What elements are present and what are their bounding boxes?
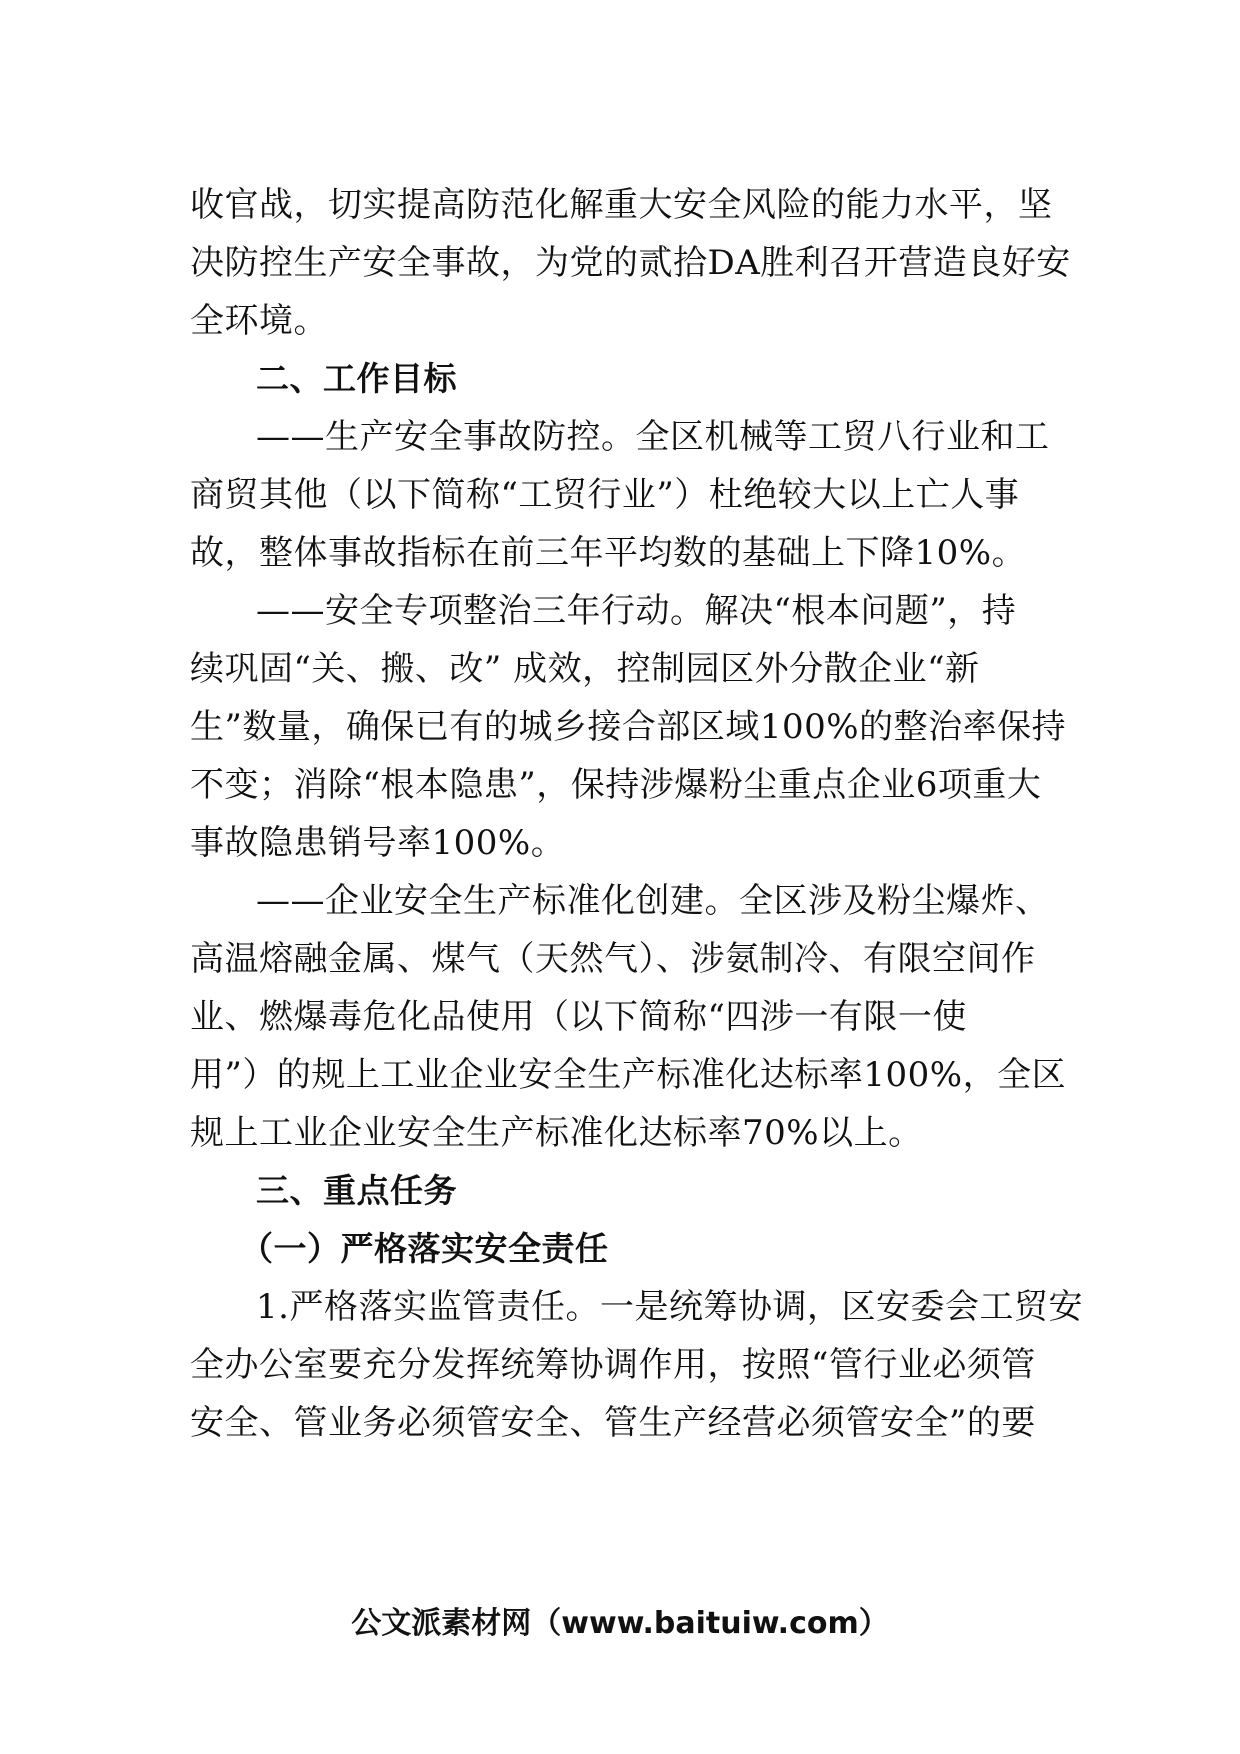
body-line: 续巩固“关、搬、改” 成效，控制园区外分散企业“新 <box>190 649 980 689</box>
body-line: ——安全专项整治三年行动。解决“根本问题”，持 <box>256 591 1017 631</box>
body-line: 全办公室要充分发挥统筹协调作用，按照“管行业必须管 <box>190 1345 1036 1385</box>
body-line: 商贸其他（以下简称“工贸行业”）杜绝较大以上亡人事 <box>190 475 1020 515</box>
body-line: 决防控生产安全事故，为党的贰拾DA胜利召开营造良好安 <box>190 243 1071 283</box>
body-line: 1.严格落实监管责任。一是统筹协调，区安委会工贸安 <box>256 1287 1083 1327</box>
body-line: 收官战，切实提高防范化解重大安全风险的能力水平，坚 <box>190 185 1053 225</box>
section-heading-goals: 二、工作目标 <box>256 359 457 398</box>
body-line: 安全、管业务必须管安全、管生产经营必须管安全”的要 <box>190 1403 1036 1443</box>
body-line: 事故隐患销号率100%。 <box>190 823 566 863</box>
section-heading-tasks: 三、重点任务 <box>256 1171 457 1210</box>
body-line: ——企业安全生产标准化创建。全区涉及粉尘爆炸、 <box>256 881 1050 921</box>
body-line: 高温熔融金属、煤气（天然气）、涉氨制冷、有限空间作 <box>190 939 1036 979</box>
body-line: 故，整体事故指标在前三年平均数的基础上下降10%。 <box>190 533 1027 573</box>
body-line: ——生产安全事故防控。全区机械等工贸八行业和工 <box>256 417 1050 457</box>
subsection-heading: （一）严格落实安全责任 <box>240 1229 609 1268</box>
body-line: 全环境。 <box>190 301 328 341</box>
body-line: 业、燃爆毒危化品使用（以下简称“四涉一有限一使 <box>190 997 967 1037</box>
body-line: 不变；消除“根本隐患”，保持涉爆粉尘重点企业6项重大 <box>190 765 1042 805</box>
footer-watermark: 公文派素材网（www.baituiw.com） <box>351 1606 889 1641</box>
body-line: 规上工业企业安全生产标准化达标率70%以上。 <box>190 1113 923 1153</box>
body-line: 生”数量，确保已有的城乡接合部区域100%的整治率保持 <box>190 707 1067 747</box>
body-line: 用”）的规上工业企业安全生产标准化达标率100%，全区 <box>190 1055 1067 1095</box>
